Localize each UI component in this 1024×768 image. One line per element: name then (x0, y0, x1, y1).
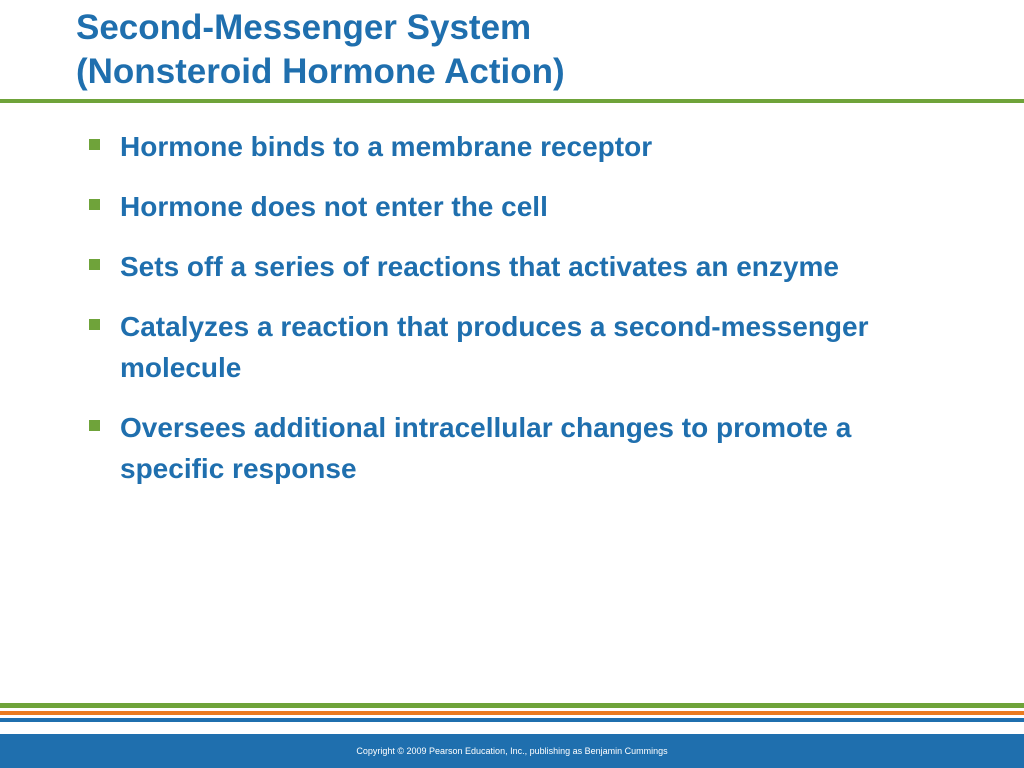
bullet-text: Catalyzes a reaction that produces a second-messenger molecule (120, 311, 869, 383)
footer-bar (0, 734, 1024, 768)
bullet-item (86, 126, 886, 167)
copyright-text: Copyright © 2009 Pearson Education, Inc., publishing as Benjamin Cummings (356, 746, 668, 756)
bullet-item (86, 186, 886, 227)
bullet-item (86, 306, 886, 388)
bullet-text: Hormone does not enter the cell (120, 191, 548, 222)
footer-stripes (0, 703, 1024, 722)
slide-title (76, 6, 565, 94)
title-line-2: (Nonsteroid Hormone Action) (76, 52, 565, 91)
bullet-item (86, 407, 886, 489)
green-square-bullet-icon (89, 319, 100, 330)
title-line-1: Second-Messenger System (76, 8, 532, 47)
green-square-bullet-icon (89, 420, 100, 431)
bullet-text: Oversees additional intracellular changes to promote a specific response (120, 412, 852, 484)
green-square-bullet-icon (89, 139, 100, 150)
title-divider (0, 99, 1024, 103)
bullet-list (86, 126, 886, 508)
green-square-bullet-icon (89, 259, 100, 270)
green-square-bullet-icon (89, 199, 100, 210)
bullet-text: Sets off a series of reactions that activates an enzyme (120, 251, 839, 282)
blue-stripe (0, 718, 1024, 722)
bullet-text: Hormone binds to a membrane receptor (120, 131, 653, 162)
bullet-item (86, 246, 886, 287)
